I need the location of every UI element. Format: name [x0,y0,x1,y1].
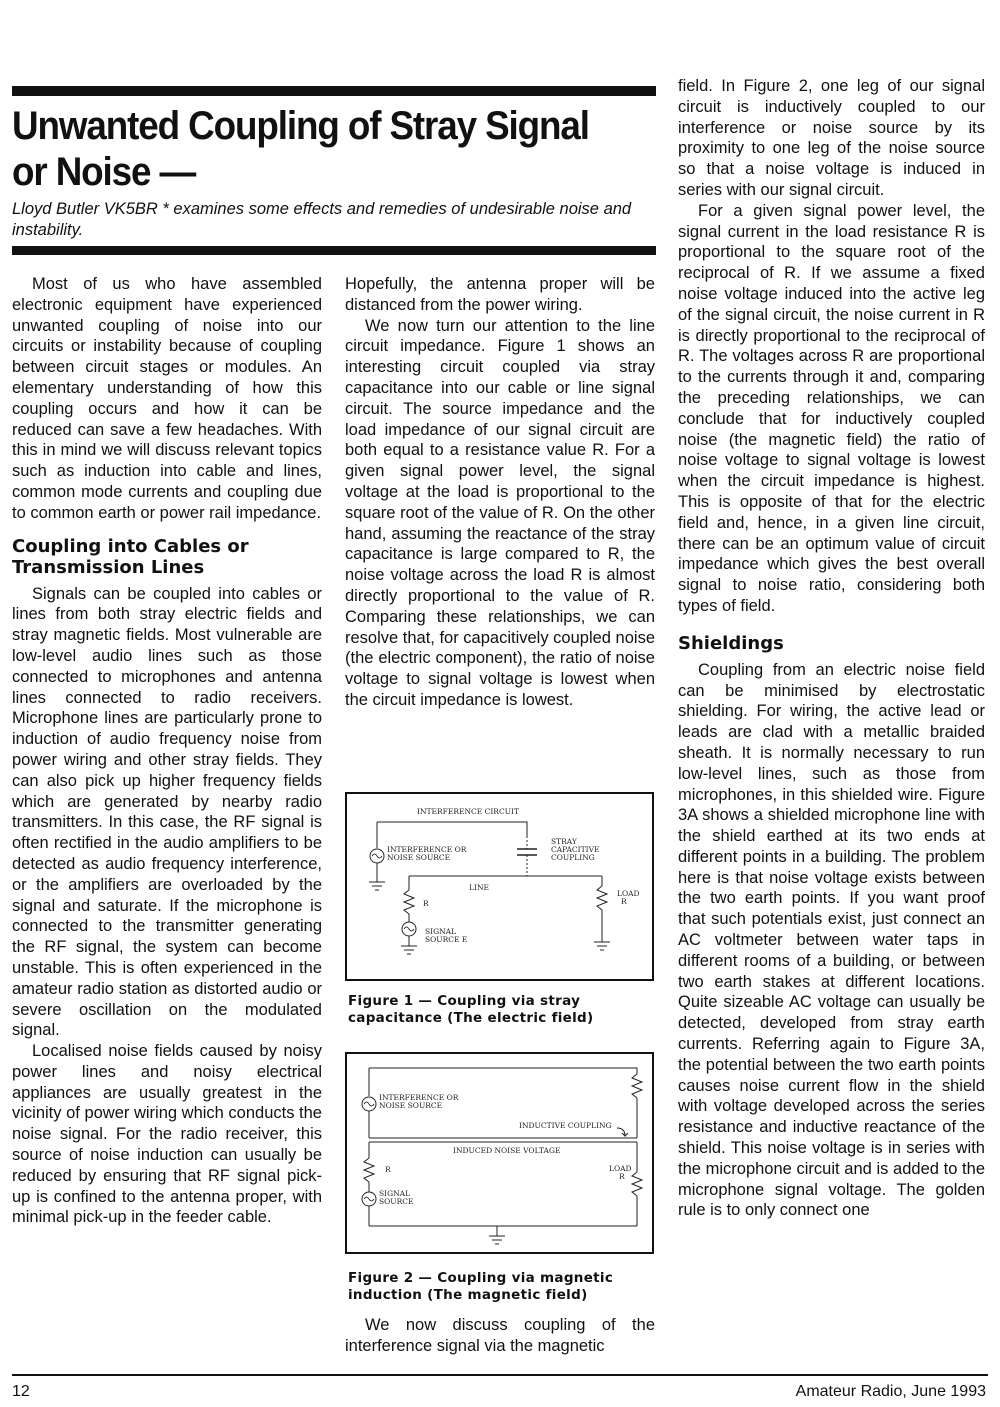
col3-paragraph-2: For a given signal power level, the signal current in the load resistance R is proportional to the square root of the reciprocal of R. If we assume a fixed noise voltage induced into the active leg of the signal circuit, the noise current in R is directly proportional to the reciprocal of R. The voltages across R are proportional to the currents through it and, comparing the preceding relationships, we can conclude that for inductively coupled noise (the magnetic field) the ratio of noise voltage to signal voltage is lowest when the circuit impedance is highest. This is opposite of that for the electric field and, hence, in a given line circuit, there can be an optimum value of circuit impedance which gives the best overall signal to noise ratio, considering both types of field. [678,201,985,615]
footer-rule [12,1374,988,1376]
fig2-label-load-1: LOAD [609,1164,632,1173]
figure-1-caption: Figure 1 — Coupling via stray capacitance (The electric field) [348,993,594,1026]
fig1-label-signal-1: SIGNAL [425,927,457,936]
fig1-label-source-2: NOISE SOURCE [387,853,451,862]
fig2-label-signal-1: SIGNAL [379,1189,411,1198]
figure-2-circuit-diagram [347,1054,652,1252]
col2-paragraph-1: Hopefully, the antenna proper will be distanced from the power wiring. [345,275,655,314]
fig1-label-stray-2: CAPACITIVE [551,845,600,854]
fig2-label-signal-2: SOURCE [379,1197,414,1206]
header-rule-bottom [12,246,656,255]
page-number: 12 [12,1383,30,1400]
col1-paragraph-3: Localised noise fields caused by noisy power lines and noisy electrical appliances are usually greatest in the vicinity of power wiring which conducts the noise signal. For the radio receiver, this source of noise induction can usually be reduced by ensuring that RF signal pick-up is confined to the antenna proper, with minimal pick-up in the feeder cable. [12,1042,322,1227]
col2-paragraph-2: We now turn our attention to the line circuit impedance. Figure 1 shows an interesting circuit coupled via stray capacitance into our cable or line signal circuit. The source impedance and the load impedance of our signal circuit are both equal to a resistance value R. For a given signal power level, the signal voltage at the load is proportional to the square root of the value of R. On the other hand, assuming the reactance of the stray capacitance is large compared to R, the noise voltage across the load R is almost directly proportional to the value of R. Comparing these relationships, we can resolve that, for capacitively coupled noise (the electric component), the ratio of noise voltage to signal voltage is lowest when the circuit impedance is lowest. [345,316,656,709]
fig2-label-load-2: R [619,1172,625,1181]
fig2-label-induced: INDUCED NOISE VOLTAGE [453,1146,561,1155]
fig2-label-r: R [385,1165,391,1174]
col3-paragraph-1: field. In Figure 2, one leg of our signal circuit is inductively coupled to our interference or noise source by its proximity to one leg of the noise source so that a noise voltage is induced in series with our signal circuit. [678,77,985,199]
fig1-label-r: R [423,899,429,908]
fig1-label-signal-2: SOURCE E [425,935,468,944]
col1-paragraph-2: Signals can be coupled into cables or lines from both stray electric fields and stray magnetic fields. Most vulnerable are low-level audio lines such as those connected to microphones and antenna lines connected to radio receivers. Microphone lines are particularly prone to induction of audio frequency noise from power wiring and other stray fields. They can also pick up higher frequency fields which are generated by nearby radio transmitters. In this case, the RF signal is often rectified in the audio amplifiers to be detected as audio frequency interference, or the amplifiers are overloaded by the signal and saturate. If the microphone is connected to the transmitter generating the RF signal, the system can become unstable. This is often experienced in the amateur radio station as distorted audio or severe oscillation on the modulated signal. [12,584,322,1040]
figure-1-circuit-diagram [347,794,652,979]
article-byline: Lloyd Butler VK5BR * examines some effects and remedies of undesirable noise and instability. [12,200,632,239]
col2-paragraph-3-wrap [345,1315,655,1357]
section-heading-coupling: Coupling into Cables or Transmission Lines [12,535,249,578]
fig2-label-source-1: INTERFERENCE OR [379,1093,459,1102]
column-2 [345,274,655,711]
section-heading-shieldings: Shieldings [678,632,784,654]
fig1-label-load-2: R [621,897,627,906]
col3-paragraph-3: Coupling from an electric noise field can be minimised by electrostatic shielding. For wiring, the active lead or leads are clad with a metallic braided sheath. It is normally necessary to run low-level lines, such as those from microphones, in this shielded wire. Figure 3A shows a shielded microphone line with the shield earthed at its two ends at different points in a building. The problem here is that noise voltage exists between the two earth points. If you want proof that such potentials exist, just connect an AC voltmeter between water taps in different rooms of a building, or between two earth stakes at different locations. Quite sizeable AC voltage can usually be detected, developed from stray earth currents. Referring again to Figure 3A, the potential between the two earth points causes noise current flow in the shield with voltage developed across the series resistance and inductive reactance of the shield. This noise voltage is in series with the microphone circuit and is added to the microphone signal voltage. The golden rule is to only connect one [678,660,985,1220]
fig1-label-circuit: INTERFERENCE CIRCUIT [417,807,519,816]
column-1 [12,274,322,1228]
fig2-label-source-2: NOISE SOURCE [379,1101,443,1110]
fig1-label-source-1: INTERFERENCE OR [387,845,467,854]
figure-1 [345,792,654,981]
figure-2-caption: Figure 2 — Coupling via magnetic induction (The magnetic field) [348,1270,614,1303]
article-title: Unwanted Coupling of Stray Signal or Noise — [12,104,589,194]
fig1-label-stray-3: COUPLING [551,853,595,862]
fig1-label-line: LINE [469,883,489,892]
fig1-label-load-1: LOAD [617,889,640,898]
column-3 [678,76,985,1221]
col1-paragraph-1: Most of us who have assembled electronic equipment have experienced unwanted coupling of noise into our circuits or instability because of coupling between circuit stages or modules. An elementary understanding of how this coupling occurs and how it can be reduced can save a few headaches. With this in mind we will discuss relevant topics such as induction into cable and lines, common mode currents and coupling due to common earth or power rail impedance. [12,275,322,522]
figure-2 [345,1052,654,1254]
fig2-label-inductive: INDUCTIVE COUPLING [519,1121,612,1130]
header-rule-top [12,86,656,96]
col2-paragraph-3: We now discuss coupling of the interference signal via the magnetic [345,1316,655,1355]
publication-info: Amateur Radio, June 1993 [795,1383,986,1400]
fig1-label-stray-1: STRAY [551,837,577,846]
